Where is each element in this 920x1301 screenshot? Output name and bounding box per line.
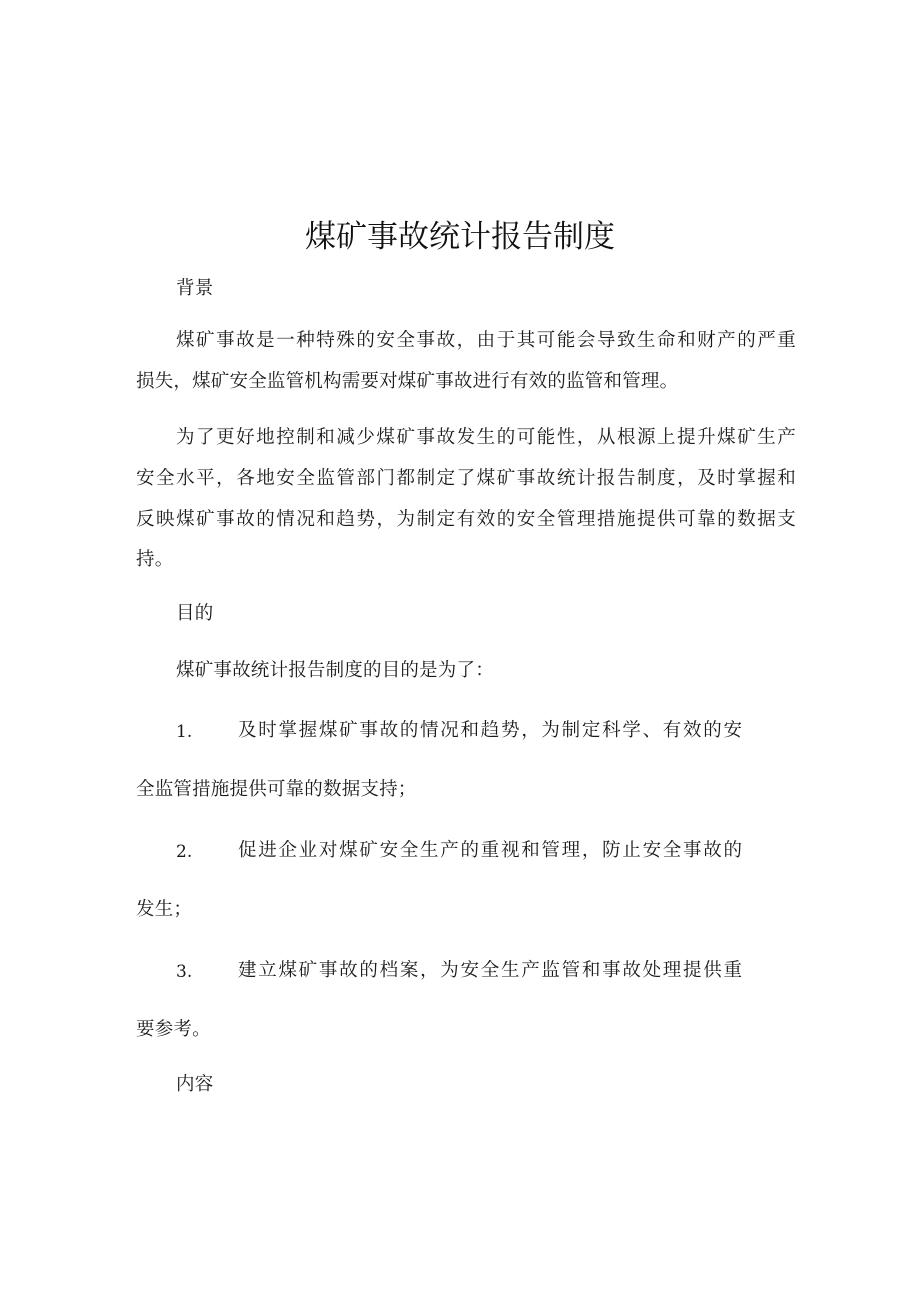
list-item-text: 建立煤矿事故的档案，为安全生产监管和事故处理提供重	[238, 960, 742, 981]
paragraph-line: 损失，煤矿安全监管机构需要对煤矿事故进行有效的监管和管理。	[136, 371, 679, 392]
heading-purpose: 目的	[176, 603, 214, 624]
list-item-text: 及时掌握煤矿事故的情况和趋势，为制定科学、有效的安	[238, 720, 742, 741]
list-number: 2.	[176, 842, 193, 862]
list-item-continuation: 要参考。	[136, 1019, 211, 1040]
list-item-continuation: 全监管措施提供可靠的数据支持；	[136, 779, 417, 800]
heading-background: 背景	[176, 278, 214, 299]
list-item-text: 促进企业对煤矿安全生产的重视和管理，防止安全事故的	[238, 840, 742, 861]
list-item-continuation: 发生；	[136, 899, 193, 920]
purpose-intro: 煤矿事故统计报告制度的目的是为了：	[176, 660, 494, 681]
paragraph-line: 为了更好地控制和减少煤矿事故发生的可能性，从根源上提升煤矿生产	[176, 427, 796, 448]
paragraph-line: 持。	[136, 549, 174, 570]
document-title: 煤矿事故统计报告制度	[305, 219, 615, 255]
paragraph-line: 安全水平，各地安全监管部门都制定了煤矿事故统计报告制度，及时掌握和	[136, 468, 796, 489]
heading-content: 内容	[176, 1074, 214, 1095]
list-number: 3.	[176, 962, 193, 982]
paragraph-line: 煤矿事故是一种特殊的安全事故，由于其可能会导致生命和财产的严重	[176, 330, 796, 351]
list-number: 1.	[176, 722, 193, 742]
paragraph-line: 反映煤矿事故的情况和趋势，为制定有效的安全管理措施提供可靠的数据支	[136, 509, 796, 530]
